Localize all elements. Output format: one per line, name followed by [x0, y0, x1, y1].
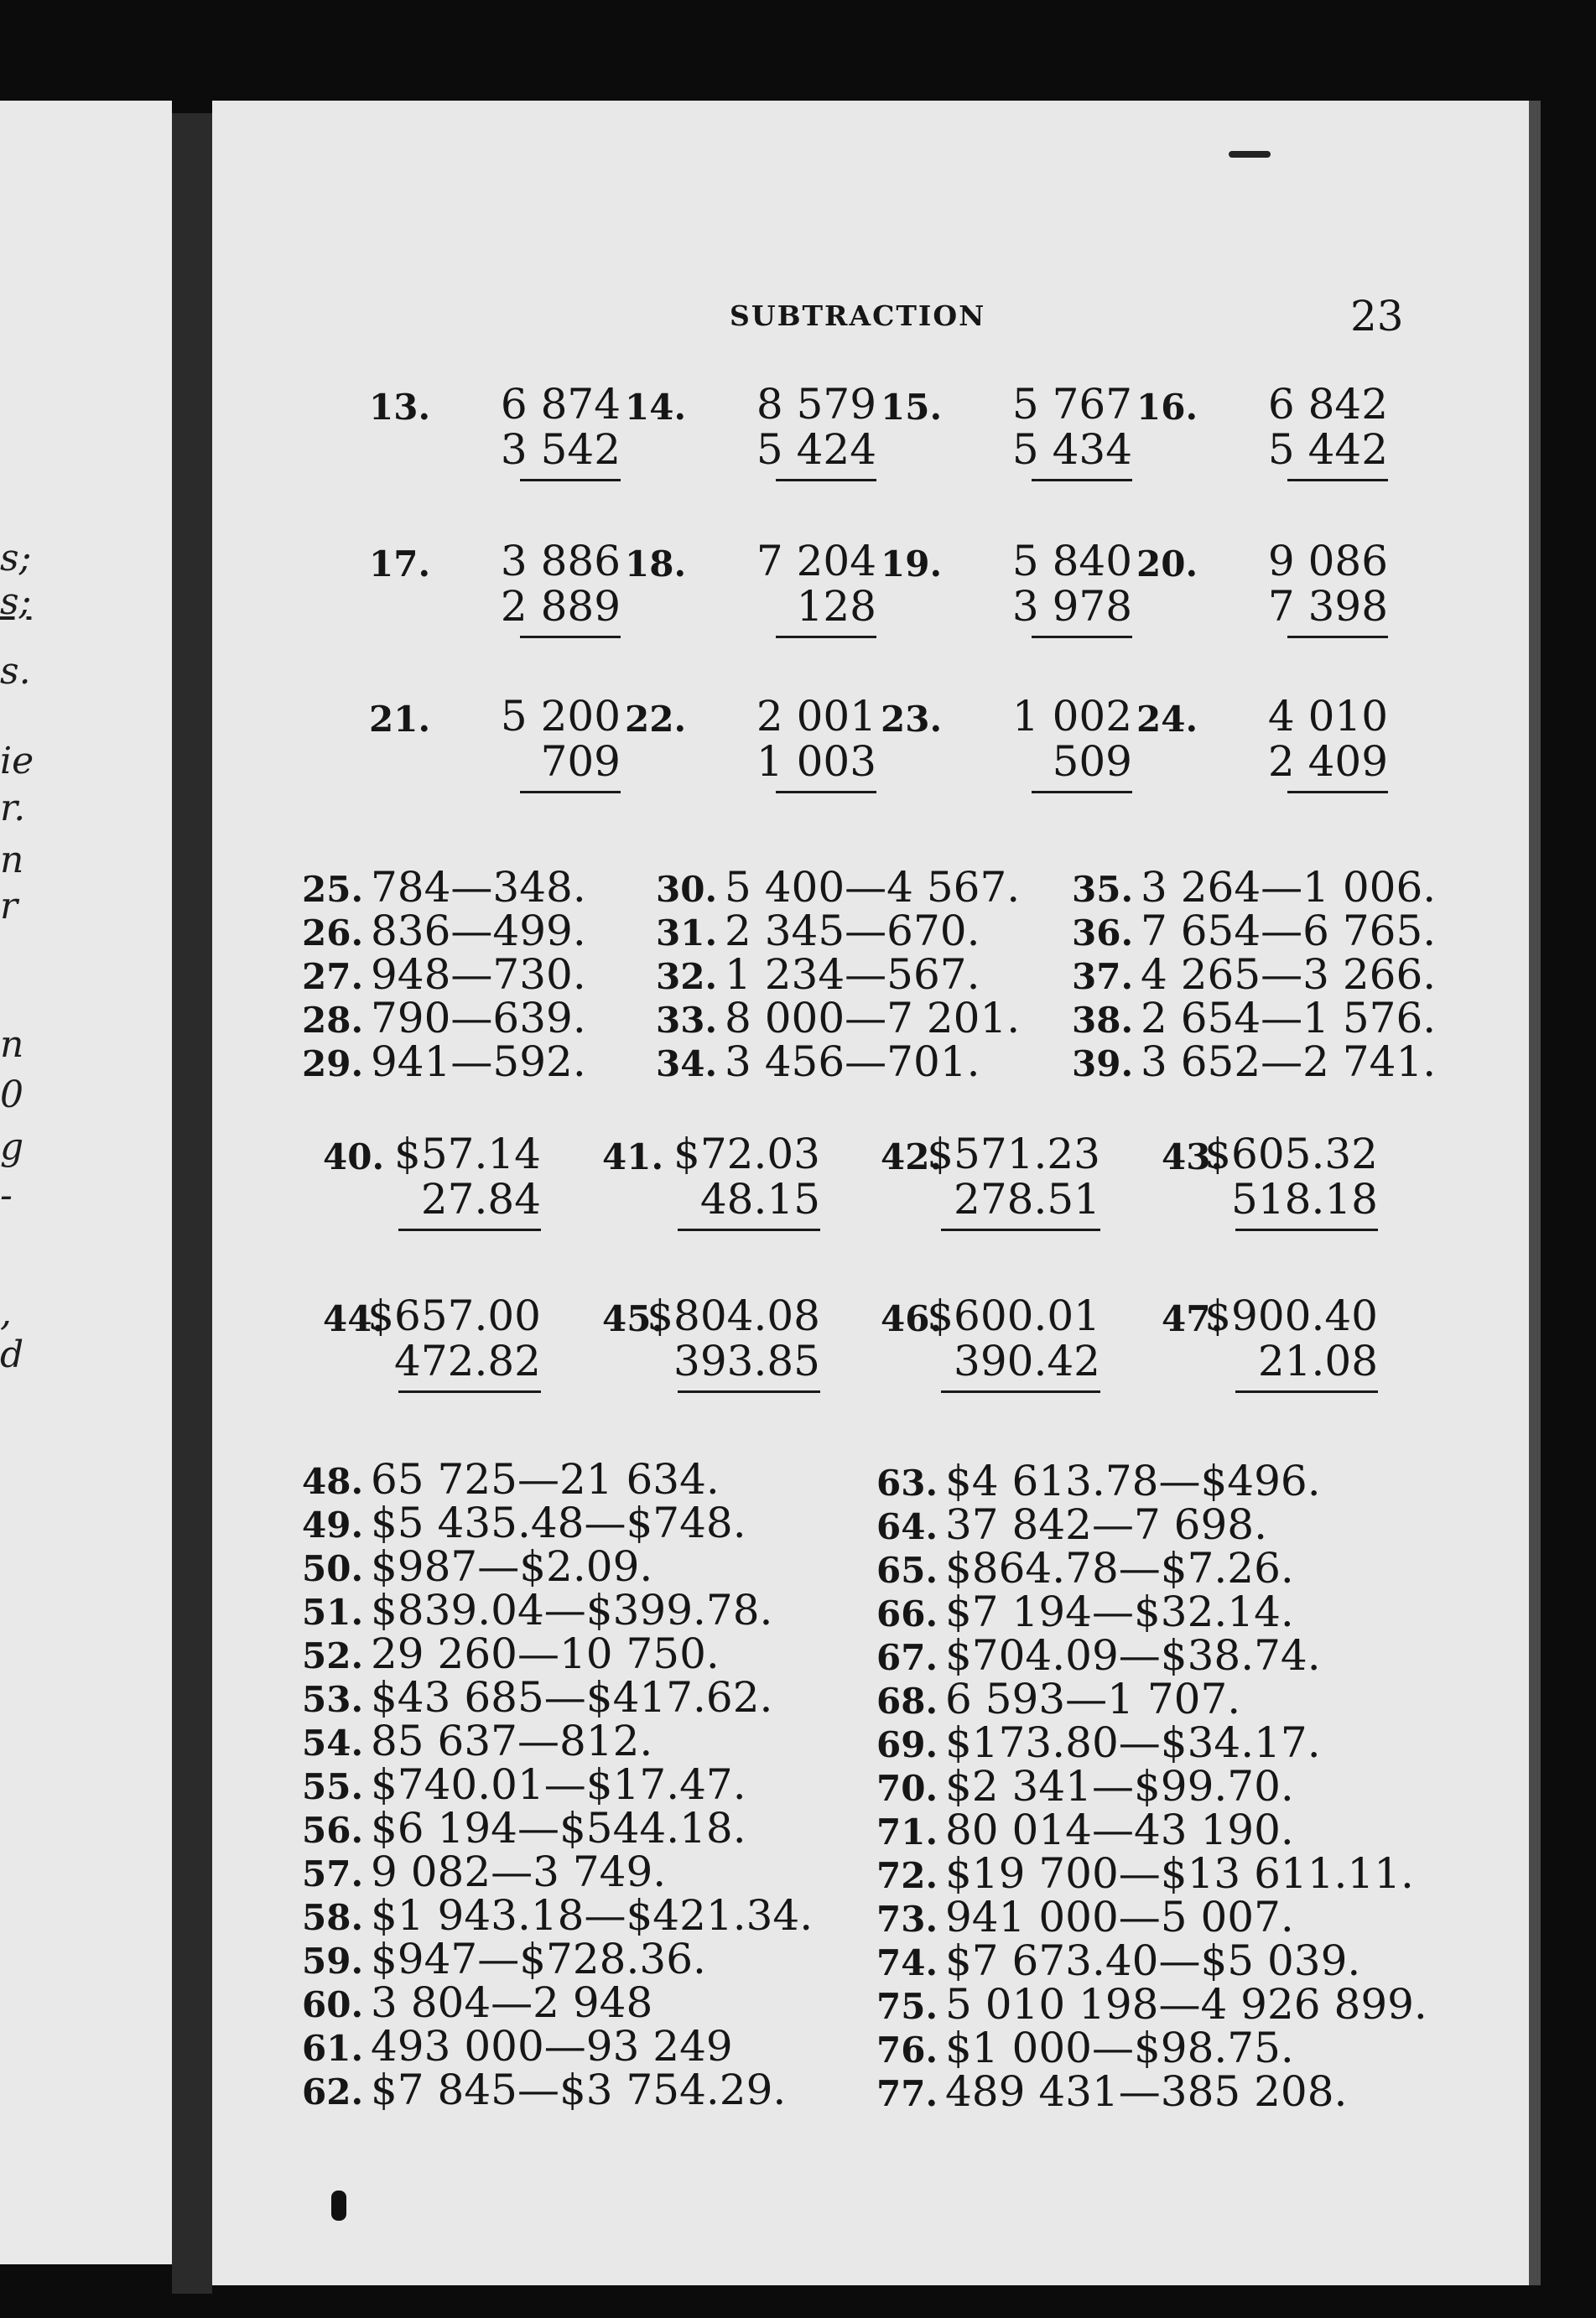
problem-horizontal — [876, 1546, 1294, 1593]
problem-vertical — [369, 380, 621, 506]
problem-money — [323, 1130, 541, 1255]
left-fragment: g — [0, 1125, 24, 1168]
problem-number: 65. — [876, 1550, 938, 1591]
expression: 5 010 198—4 926 899. — [945, 1980, 1427, 2029]
problem-number: 41. — [602, 1136, 664, 1177]
subtrahend: 3 542 — [500, 425, 621, 474]
problem-horizontal — [656, 1037, 980, 1086]
answer-rule — [1032, 479, 1132, 481]
problem-horizontal — [876, 1677, 1240, 1723]
subtrahend: 709 — [540, 737, 621, 786]
problem-number: 25. — [302, 869, 364, 910]
expression: 941—592. — [371, 1037, 586, 1086]
expression: 2 654—1 576. — [1141, 994, 1437, 1042]
problem-number: 31. — [656, 912, 718, 954]
problem-number: 63. — [876, 1463, 938, 1504]
problem-number: 32. — [656, 956, 718, 997]
problem-number: 48. — [302, 1461, 364, 1502]
problem-number: 14. — [625, 387, 687, 428]
problem-number: 68. — [876, 1681, 938, 1722]
minuend: 5 840 — [1011, 537, 1132, 585]
subtrahend: 48.15 — [699, 1175, 820, 1224]
expression: 3 804—2 948 — [371, 1978, 653, 2027]
minuend: $72.03 — [673, 1130, 820, 1178]
subtrahend: 2 409 — [1267, 737, 1388, 786]
problem-number: 75. — [876, 1986, 938, 2027]
minuend: $657.00 — [367, 1292, 541, 1340]
problem-horizontal — [302, 1455, 720, 1504]
problem-number: 27. — [302, 956, 364, 997]
problem-number: 67. — [876, 1637, 938, 1678]
book-spine — [172, 113, 212, 2294]
left-page-edge — [0, 101, 172, 2264]
subtrahend: 518.18 — [1231, 1175, 1378, 1224]
left-fragment: d — [0, 1333, 24, 1376]
minuend: $571.23 — [927, 1130, 1100, 1178]
problem-number: 34. — [656, 1043, 718, 1084]
problem-vertical — [1136, 537, 1388, 663]
problem-number: 22. — [625, 699, 687, 740]
problem-number: 59. — [302, 1941, 364, 1982]
expression: 489 431—385 208. — [945, 2067, 1348, 2116]
problem-horizontal — [302, 1542, 653, 1591]
expression: $7 194—$32.14. — [945, 1588, 1294, 1636]
answer-rule — [398, 1390, 541, 1393]
problem-horizontal — [876, 1936, 1361, 1985]
problem-number: 62. — [302, 2071, 364, 2113]
problem-number: 47. — [1162, 1298, 1224, 1339]
answer-rule — [520, 636, 621, 638]
subtrahend: 393.85 — [673, 1337, 820, 1385]
expression: 5 400—4 567. — [725, 863, 1021, 912]
expression: 85 637—812. — [371, 1717, 653, 1765]
expression: 29 260—10 750. — [371, 1629, 720, 1678]
problem-horizontal — [876, 1631, 1321, 1680]
answer-rule — [941, 1390, 1100, 1393]
expression: $864.78—$7.26. — [945, 1544, 1294, 1593]
expression: $947—$728.36. — [371, 1935, 706, 1983]
answer-rule — [678, 1390, 820, 1393]
expression: 6 593—1 707. — [945, 1675, 1241, 1723]
subtrahend: 7 398 — [1267, 582, 1388, 631]
subtrahend: 509 — [1052, 737, 1132, 786]
problem-horizontal — [302, 2024, 733, 2071]
answer-rule — [1235, 1390, 1378, 1393]
expression: $7 845—$3 754.29. — [371, 2066, 787, 2114]
minuend: $57.14 — [394, 1130, 541, 1178]
problem-vertical — [881, 692, 1132, 818]
problem-horizontal — [302, 1501, 746, 1547]
problem-horizontal — [1072, 996, 1436, 1042]
problem-number: 13. — [369, 387, 431, 428]
expression: $1 943.18—$421.34. — [371, 1891, 814, 1940]
expression: 493 000—93 249 — [371, 2022, 733, 2071]
problem-horizontal — [876, 1849, 1414, 1898]
subtrahend: 390.42 — [954, 1337, 1100, 1385]
minuend: 6 874 — [500, 380, 621, 429]
expression: 8 000—7 201. — [725, 994, 1021, 1042]
expression: $839.04—$399.78. — [371, 1586, 773, 1635]
answer-rule — [1235, 1229, 1378, 1231]
problem-horizontal — [876, 2067, 1348, 2116]
problem-horizontal — [656, 909, 980, 955]
problem-number: 46. — [881, 1298, 943, 1339]
problem-horizontal — [302, 1037, 586, 1086]
subtrahend: 5 442 — [1267, 425, 1388, 474]
problem-money — [1162, 1292, 1378, 1417]
minuend: $900.40 — [1204, 1292, 1378, 1340]
minuend: 4 010 — [1267, 692, 1388, 741]
problem-number: 44. — [323, 1298, 385, 1339]
expression: $6 194—$544.18. — [371, 1804, 746, 1853]
problem-horizontal — [302, 1850, 666, 1896]
subtrahend: 5 434 — [1011, 425, 1132, 474]
problem-vertical — [625, 537, 876, 663]
expression: $1 000—$98.75. — [945, 2024, 1294, 2072]
problem-number: 66. — [876, 1593, 938, 1635]
left-fragment: n — [0, 1023, 24, 1066]
problem-horizontal — [302, 1891, 814, 1940]
expression: 790—639. — [371, 994, 586, 1042]
expression: 3 264—1 006. — [1141, 863, 1437, 912]
left-fragment: s. — [0, 650, 31, 693]
problem-number: 77. — [876, 2073, 938, 2114]
problem-vertical — [625, 380, 876, 506]
problem-horizontal — [302, 1629, 720, 1678]
answer-rule — [1287, 791, 1388, 793]
expression: 836—499. — [371, 907, 586, 955]
minuend: $804.08 — [647, 1292, 820, 1340]
problem-number: 76. — [876, 2030, 938, 2071]
expression: $2 341—$99.70. — [945, 1762, 1294, 1811]
expression: 2 345—670. — [725, 907, 980, 955]
problem-horizontal — [1072, 909, 1436, 955]
left-fragment: , — [0, 1292, 12, 1334]
problem-horizontal — [876, 1500, 1267, 1549]
problem-number: 71. — [876, 1811, 938, 1853]
problem-number: 61. — [302, 2028, 364, 2069]
problem-horizontal — [302, 996, 586, 1042]
expression: $43 685—$417.62. — [371, 1673, 773, 1722]
problem-number: 54. — [302, 1723, 364, 1764]
expression: 37 842—7 698. — [945, 1500, 1267, 1549]
expression: 9 082—3 749. — [371, 1848, 667, 1896]
problem-number: 37. — [1072, 956, 1134, 997]
problem-number: 24. — [1136, 699, 1198, 740]
problem-horizontal — [656, 865, 1020, 912]
problem-number: 28. — [302, 1000, 364, 1041]
subtrahend: 21.08 — [1257, 1337, 1378, 1385]
answer-rule — [678, 1229, 820, 1231]
problem-money — [323, 1292, 541, 1417]
minuend: $605.32 — [1204, 1130, 1378, 1178]
problem-number: 53. — [302, 1679, 364, 1720]
problem-number: 57. — [302, 1853, 364, 1894]
left-fragment: 0 — [0, 1073, 23, 1116]
problem-money — [881, 1292, 1100, 1417]
minuend: 9 086 — [1267, 537, 1388, 585]
expression: 7 654—6 765. — [1141, 907, 1437, 955]
problem-horizontal — [302, 1673, 773, 1722]
running-header: SUBTRACTION — [730, 299, 986, 332]
expression: $4 613.78—$496. — [945, 1457, 1321, 1505]
minuend: 6 842 — [1267, 380, 1388, 429]
subtrahend: 3 978 — [1011, 582, 1132, 631]
minuend: 1 002 — [1011, 692, 1132, 741]
ink-blot — [331, 2191, 346, 2221]
left-fragment: r — [0, 885, 18, 928]
answer-rule — [776, 791, 876, 793]
problem-number: 35. — [1072, 869, 1134, 910]
expression: $173.80—$34.17. — [945, 1718, 1321, 1767]
problem-horizontal — [302, 950, 586, 999]
problem-number: 49. — [302, 1505, 364, 1546]
problem-number: 45. — [602, 1298, 664, 1339]
answer-rule — [520, 791, 621, 793]
expression: $7 673.40—$5 039. — [945, 1936, 1361, 1985]
problem-horizontal — [876, 1764, 1294, 1811]
expression: 80 014—43 190. — [945, 1806, 1294, 1854]
expression: 784—348. — [371, 863, 586, 912]
answer-rule — [1287, 636, 1388, 638]
expression: $704.09—$38.74. — [945, 1631, 1321, 1680]
problem-number: 40. — [323, 1136, 385, 1177]
problem-horizontal — [876, 1590, 1294, 1636]
page-edge — [1529, 101, 1541, 2285]
expression: $987—$2.09. — [371, 1542, 653, 1591]
problem-number: 60. — [302, 1984, 364, 2025]
expression: $19 700—$13 611.11. — [945, 1849, 1414, 1898]
answer-rule — [398, 1229, 541, 1231]
problem-horizontal — [656, 996, 1020, 1042]
problem-number: 50. — [302, 1548, 364, 1589]
problem-horizontal — [876, 1718, 1321, 1767]
problem-number: 74. — [876, 1942, 938, 1983]
answer-rule — [1032, 636, 1132, 638]
left-fragment: r. — [0, 787, 26, 829]
problem-number: 55. — [302, 1766, 364, 1807]
problem-number: 20. — [1136, 543, 1198, 585]
left-fragment: ie — [0, 740, 34, 782]
problem-vertical — [881, 380, 1132, 506]
problem-number: 58. — [302, 1897, 364, 1938]
problem-number: 38. — [1072, 1000, 1134, 1041]
problem-number: 21. — [369, 699, 431, 740]
problem-vertical — [369, 537, 621, 663]
subtrahend: 278.51 — [954, 1175, 1100, 1224]
problem-horizontal — [302, 1978, 653, 2027]
problem-money — [881, 1130, 1100, 1255]
problem-horizontal — [302, 865, 586, 912]
expression: 3 456—701. — [725, 1037, 980, 1086]
page-number: 23 — [1350, 292, 1404, 340]
problem-number: 36. — [1072, 912, 1134, 954]
problem-horizontal — [302, 1760, 746, 1809]
minuend: 2 001 — [756, 692, 876, 741]
problem-vertical — [1136, 380, 1388, 506]
problem-horizontal — [302, 1937, 706, 1983]
problem-number: 72. — [876, 1855, 938, 1896]
problem-money — [1162, 1130, 1378, 1255]
minuend: $600.01 — [927, 1292, 1100, 1340]
subtrahend: 5 424 — [756, 425, 876, 474]
minuend: 8 579 — [756, 380, 876, 429]
subtrahend: 128 — [796, 582, 876, 631]
problem-vertical — [625, 692, 876, 818]
problem-number: 29. — [302, 1043, 364, 1084]
problem-number: 43. — [1162, 1136, 1224, 1177]
expression: 948—730. — [371, 950, 586, 999]
problem-vertical — [881, 537, 1132, 663]
problem-number: 18. — [625, 543, 687, 585]
minuend: 5 767 — [1011, 380, 1132, 429]
problem-horizontal — [302, 2068, 786, 2114]
problem-number: 39. — [1072, 1043, 1134, 1084]
problem-number: 16. — [1136, 387, 1198, 428]
subtrahend: 27.84 — [420, 1175, 541, 1224]
problem-number: 69. — [876, 1724, 938, 1765]
left-fragment: s; — [0, 580, 32, 623]
problem-number: 52. — [302, 1635, 364, 1676]
problem-horizontal — [1072, 950, 1437, 999]
answer-rule — [941, 1229, 1100, 1231]
problem-number: 17. — [369, 543, 431, 585]
problem-money — [602, 1292, 820, 1417]
problem-money — [602, 1130, 820, 1255]
problem-number: 42. — [881, 1136, 943, 1177]
expression: 65 725—21 634. — [371, 1455, 720, 1504]
problem-horizontal — [876, 2026, 1294, 2072]
problem-number: 15. — [881, 387, 943, 428]
left-fragment: s; — [0, 537, 32, 580]
problem-number: 23. — [881, 699, 943, 740]
problem-horizontal — [302, 909, 586, 955]
problem-horizontal — [1072, 865, 1436, 912]
left-fragment: - — [0, 1174, 13, 1217]
minuend: 3 886 — [500, 537, 621, 585]
problem-horizontal — [876, 1895, 1294, 1941]
ink-mark — [1229, 151, 1271, 158]
minuend: 5 200 — [500, 692, 621, 741]
problem-horizontal — [1072, 1037, 1437, 1086]
problem-number: 51. — [302, 1592, 364, 1633]
expression: 4 265—3 266. — [1141, 950, 1437, 999]
problem-number: 30. — [656, 869, 718, 910]
expression: 941 000—5 007. — [945, 1893, 1294, 1941]
problem-number: 33. — [656, 1000, 718, 1041]
problem-horizontal — [302, 1588, 772, 1635]
answer-rule — [1032, 791, 1132, 793]
problem-vertical — [1136, 692, 1388, 818]
minuend: 7 204 — [756, 537, 876, 585]
answer-rule — [1287, 479, 1388, 481]
problem-horizontal — [656, 950, 980, 999]
expression: 1 234—567. — [725, 950, 980, 999]
expression: 3 652—2 741. — [1141, 1037, 1437, 1086]
problem-number: 19. — [881, 543, 943, 585]
problem-number: 26. — [302, 912, 364, 954]
problem-horizontal — [876, 1459, 1321, 1505]
subtrahend: 2 889 — [500, 582, 621, 631]
problem-horizontal — [302, 1806, 746, 1853]
problem-number: 73. — [876, 1899, 938, 1940]
subtrahend: 472.82 — [394, 1337, 541, 1385]
problem-horizontal — [876, 1980, 1427, 2029]
problem-horizontal — [876, 1808, 1294, 1854]
answer-rule — [520, 479, 621, 481]
problem-number: 64. — [876, 1506, 938, 1547]
answer-rule — [776, 479, 876, 481]
problem-vertical — [369, 692, 621, 818]
problem-horizontal — [302, 1719, 652, 1765]
left-fragment: n — [0, 839, 24, 881]
expression: $740.01—$17.47. — [371, 1760, 746, 1809]
subtrahend: 1 003 — [756, 737, 876, 786]
problem-number: 56. — [302, 1810, 364, 1851]
answer-rule — [776, 636, 876, 638]
expression: $5 435.48—$748. — [371, 1499, 746, 1547]
problem-number: 70. — [876, 1768, 938, 1809]
